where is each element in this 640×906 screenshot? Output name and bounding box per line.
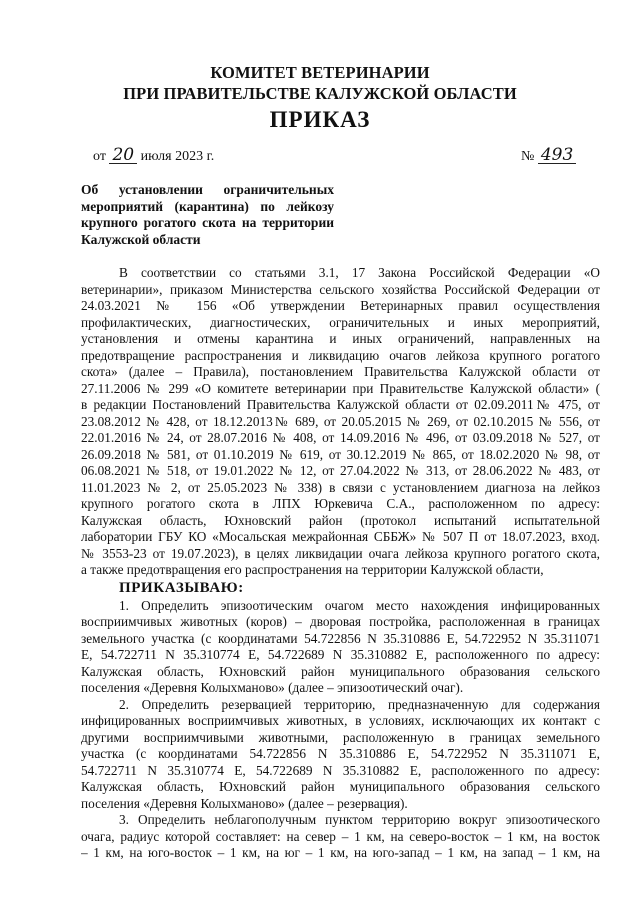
subject-line: Об установлении ограничительных xyxy=(81,182,334,197)
preamble-line: ветеринарии», приказом Министерства сельского хозяйства Российской Федерации от xyxy=(81,281,600,297)
preamble-line: 22.01.2016 № 24, от 28.07.2016 № 408, от 14.09.2016 № 496, от 03.09.2018 № 527, от xyxy=(81,430,600,445)
preamble-line: 06.08.2021 № 518, от 19.01.2022 № 12, от 27.04.2022 № 313, от 28.06.2022 № 483, от xyxy=(81,463,600,478)
preamble-line: 11.01.2023 № 2, от 25.05.2023 № 338) в связи с установлением диагноза на лейкоз xyxy=(81,479,600,495)
item-2-line: поселения «Деревня Колыхманово» (далее – резервация). xyxy=(81,795,408,811)
committee-affiliation: ПРИ ПРАВИТЕЛЬСТВЕ КАЛУЖСКОЙ ОБЛАСТИ xyxy=(123,84,517,103)
date-prefix: от xyxy=(93,149,106,164)
subject-line: крупного рогатого скота на территории xyxy=(81,215,334,230)
subject-line: мероприятий (карантина) по лейкозу xyxy=(81,198,334,214)
preamble-line: 23.08.2012 № 428, от 18.12.2013№ 689, от 20.05.2015 № 269, от 02.10.2015 № 556, от xyxy=(81,413,600,429)
preamble-line: предотвращение распространения и ликвидацию очагов лейкоза крупного рогатого xyxy=(81,347,600,363)
preamble-line: установления и отмены карантина и иных ограничений, направленных на xyxy=(81,331,600,346)
handwritten-number: 493 xyxy=(538,147,576,164)
preamble-line: Калужская область, Юхновский район (протокол испытаний испытательной xyxy=(81,512,600,528)
preamble-line: профилактических, диагностических, ограничительных и иных мероприятий, xyxy=(81,314,600,330)
date-rest: июля 2023 г. xyxy=(140,149,215,164)
preamble-line: крупного рогатого скота в ЛПХ Юркевича С.А., расположенном по адресу: xyxy=(81,496,600,511)
preamble-line: 27.11.2006 № 299 «О комитете ветеринарии при Правительстве Калужской области» ( xyxy=(81,380,600,396)
order-body xyxy=(81,265,600,862)
item-1-line: земельного участка (с координатами 54.722856 N 35.310886 E, 54.722952 N 35.311071 xyxy=(81,630,600,646)
item-2-line: 54.722711 N 35.310774 E, 54.722689 N 35.310882 E, расположенного по адресу: xyxy=(81,762,600,778)
preamble-line: 26.09.2018 № 581, от 01.10.2019 № 619, от 30.12.2019 № 865, от 18.02.2020 № 98, от xyxy=(81,446,600,462)
preamble-line: № 3553-23 от 19.07.2023), в целях ликвидации очага лейкоза крупного рогатого скота, xyxy=(81,545,600,561)
item-3-line: – 1 км, на юго-восток – 1 км, на юг – 1 км, на юго-запад – 1 км, на запад – 1 км, на xyxy=(81,845,600,860)
item-1-line: восприимчивых животных (коров) – дворовая постройка, расположенная в границах xyxy=(81,614,600,629)
number-prefix: № xyxy=(521,149,535,164)
item-2-line: 2. Определить резервацией территорию, предназначенную для содержания xyxy=(119,696,600,712)
order-number xyxy=(521,147,576,167)
preamble-line: скота» (далее – Правила), постановлением Правительства Калужской области от xyxy=(81,364,600,379)
preamble-line: В соответствии со статьями 3.1, 17 Закона Российской Федерации «О xyxy=(119,265,600,280)
item-2-line: инфицированных восприимчивых животных, в условиях, исключающих их контакт с xyxy=(81,713,600,728)
document-type-title: ПРИКАЗ xyxy=(269,107,371,132)
preamble-line: а также предотвращения его распространения на территории Калужской области, xyxy=(81,562,544,577)
subject-line: Калужской области xyxy=(81,231,201,247)
item-2-line: Калужская область, Юхновский район муниципального образования сельского xyxy=(81,779,600,794)
handwritten-day: 20 xyxy=(109,147,137,164)
order-subject xyxy=(81,182,334,248)
preamble-line: лаборатории ГБУ КО «Мосальская межрайонная СББЖ» № 507 П от 18.07.2023, вход. xyxy=(81,529,600,544)
item-1-line: 1. Определить эпизоотическим очагом место нахождения инфицированных xyxy=(119,597,600,613)
preamble-line: 24.03.2021 № 156 «Об утверждении Ветеринарных правил осуществления xyxy=(81,298,600,313)
item-1-line: E, 54.722711 N 35.310774 E, 54.722689 N 35.310882 E, расположенного по адресу: xyxy=(81,647,600,662)
preamble-line: в редакции Постановлений Правительства Калужской области от 02.09.2011№ 475, от xyxy=(81,397,600,412)
item-2-line: другими восприимчивыми животными, расположенную в границах земельного xyxy=(81,729,600,745)
item-1-line: Калужская область, Юхновский район муниципального образования сельского xyxy=(81,663,600,679)
committee-name: КОМИТЕТ ВЕТЕРИНАРИИ xyxy=(210,63,430,82)
item-3-line: очага, радиус которой составляет: на север – 1 км, на северо-восток – 1 км, на восток xyxy=(81,828,600,844)
item-2-line: участка (с координатами 54.722856 N 35.310886 E, 54.722952 N 35.311071 E, xyxy=(81,746,600,761)
order-heading: ПРИКАЗЫВАЮ: xyxy=(119,579,244,596)
order-date xyxy=(93,147,214,167)
item-3-line: 3. Определить неблагополучным пунктом территорию вокруг эпизоотического xyxy=(119,812,600,827)
item-1-line: поселения «Деревня Колыхманово» (далее – эпизоотический очаг). xyxy=(81,680,464,695)
